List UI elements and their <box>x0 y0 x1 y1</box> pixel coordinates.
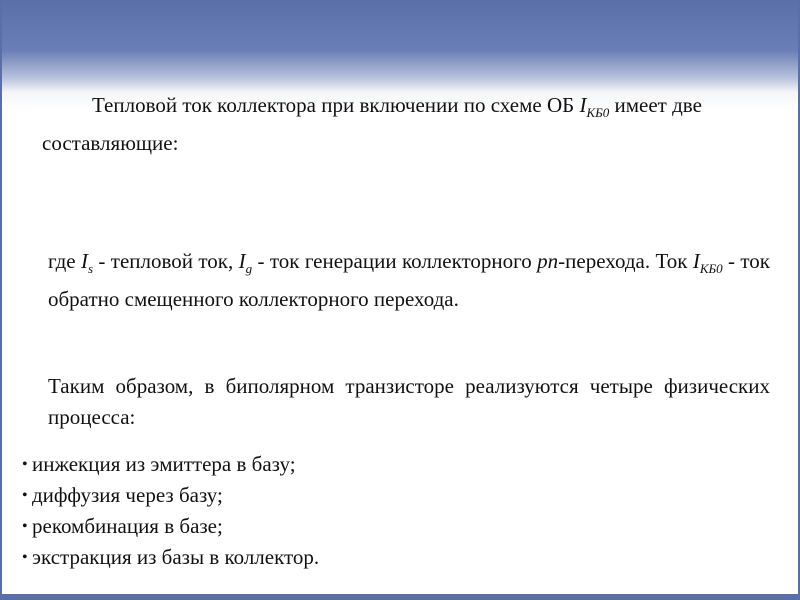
def-symbol-is-subscript: s <box>87 261 94 276</box>
list-item: • диффузия через базу; <box>22 480 722 511</box>
def-symbol-ikb0-subscript: КБ0 <box>699 261 723 276</box>
def-word-2: - тепловой ток, <box>93 249 239 273</box>
def-word-4: -перехода. Ток <box>558 249 693 273</box>
list-item: • экстракция из базы в коллектор. <box>22 542 722 573</box>
def-word-3: - ток генерации коллекторного <box>252 249 538 273</box>
def-word-5: - ток обратно смещенного коллекторного перехода. <box>48 249 770 311</box>
definition-paragraph <box>48 246 770 315</box>
processes-intro-paragraph: Таким образом, в биполярном транзисторе реализуются четыре физических процесса: <box>48 374 770 429</box>
list-item: • рекомбинация в базе; <box>22 511 722 542</box>
intro-tail: имеет две составляющие: <box>42 93 702 155</box>
processes-list <box>22 449 722 573</box>
list-item: • инжекция из эмиттера в базу; <box>22 449 722 480</box>
intro-text: Тепловой ток коллектора при включении по схеме ОБ <box>92 93 580 117</box>
intro-symbol: I <box>579 93 587 117</box>
def-word-1: где <box>48 249 81 273</box>
def-symbol-is: I <box>80 249 88 273</box>
intro-symbol-subscript: КБ0 <box>586 105 610 120</box>
slide-bottom-border <box>0 594 800 600</box>
intro-paragraph <box>42 90 770 159</box>
def-symbol-ig-subscript: g <box>245 261 253 276</box>
slide-left-border <box>0 0 2 600</box>
def-symbol-ikb0: I <box>692 249 700 273</box>
def-pn: pn <box>537 249 559 273</box>
def-symbol-ig: I <box>238 249 246 273</box>
